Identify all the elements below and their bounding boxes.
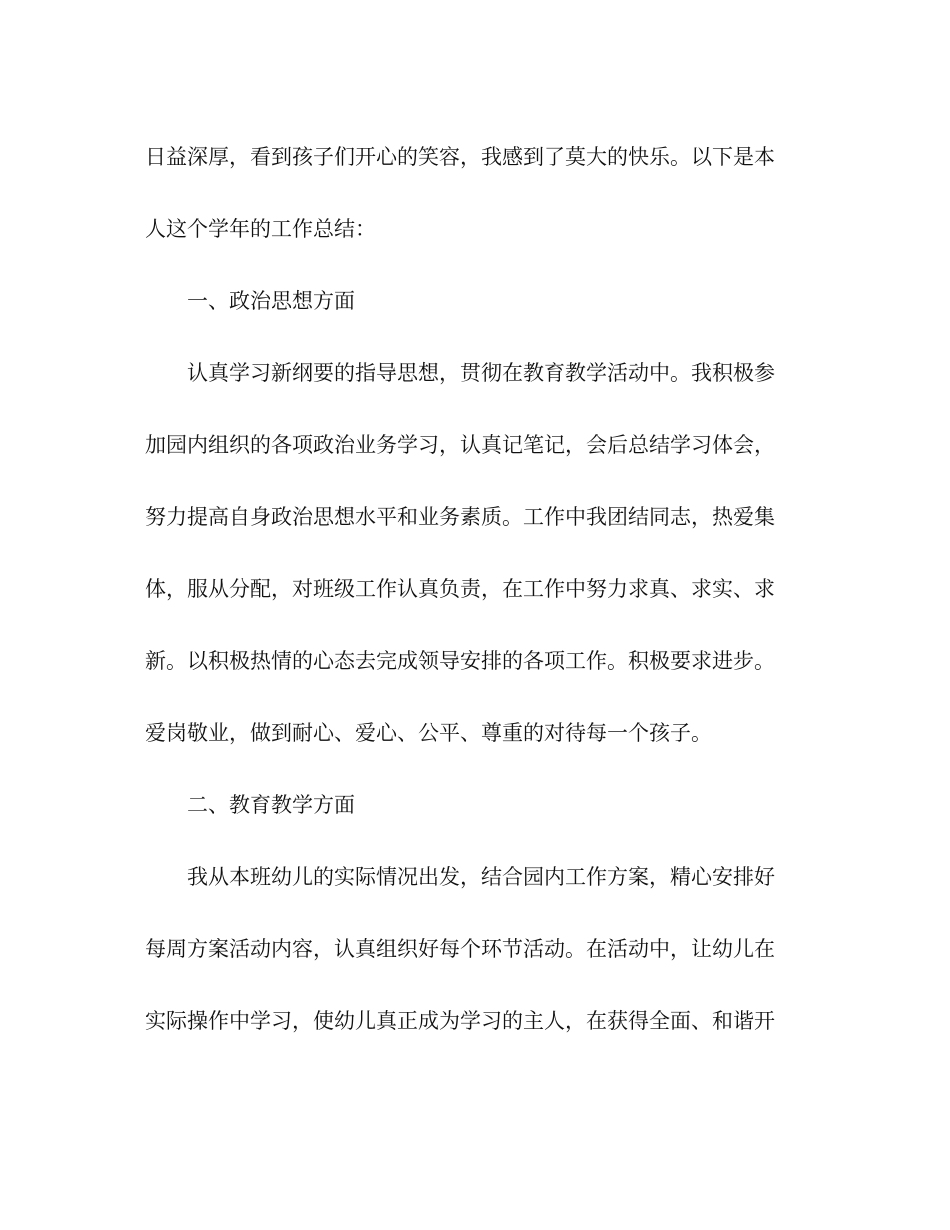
section-heading: 二、教育教学方面 (187, 793, 355, 817)
body-text-line: 加园内组织的各项政治业务学习，认真记笔记，会后总结学习体会， (145, 433, 775, 457)
section-heading: 一、政治思想方面 (187, 289, 355, 313)
body-text-line: 体，服从分配，对班级工作认真负责，在工作中努力求真、求实、求 (145, 577, 775, 601)
body-text-line: 爱岗敬业，做到耐心、爱心、公平、尊重的对待每一个孩子。 (145, 721, 712, 745)
body-text-line: 日益深厚，看到孩子们开心的笑容，我感到了莫大的快乐。以下是本 (145, 145, 775, 169)
body-text-line: 人这个学年的工作总结： (145, 217, 376, 241)
body-text-line: 每周方案活动内容，认真组织好每个环节活动。在活动中，让幼儿在 (145, 937, 775, 961)
body-text-line: 认真学习新纲要的指导思想，贯彻在教育教学活动中。我积极参 (187, 361, 775, 385)
body-text-line: 新。以积极热情的心态去完成领导安排的各项工作。积极要求进步。 (145, 649, 775, 673)
body-text-line: 努力提高自身政治思想水平和业务素质。工作中我团结同志，热爱集 (145, 505, 775, 529)
body-text-line: 实际操作中学习，使幼儿真正成为学习的主人，在获得全面、和谐开 (145, 1009, 775, 1033)
body-text-line: 我从本班幼儿的实际情况出发，结合园内工作方案，精心安排好 (187, 865, 775, 889)
